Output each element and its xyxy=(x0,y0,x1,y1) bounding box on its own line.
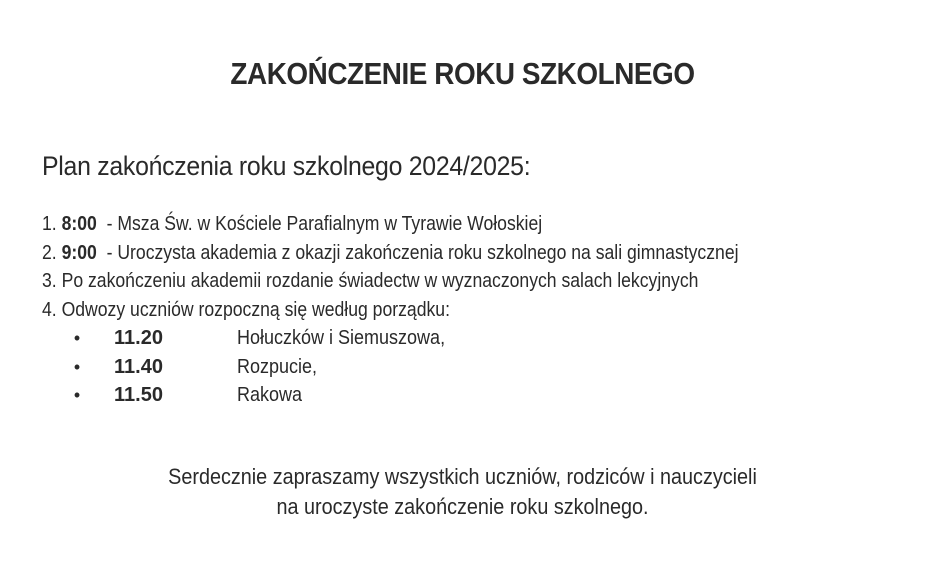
transport-time: 11.40 xyxy=(114,355,163,378)
item-text: Po zakończeniu akademii rozdanie świadectw w wyznaczonych salach lekcyjnych xyxy=(61,270,699,292)
item-text: Odwozy uczniów rozpoczną się według porządku: xyxy=(61,298,450,321)
transport-place: Hołuczków i Siemuszowa, xyxy=(237,327,446,349)
item-time: 9:00 xyxy=(61,241,97,264)
transport-time: 11.50 xyxy=(114,384,163,406)
item-number: 1. xyxy=(42,213,57,235)
item-text: - Msza Św. w Kościele Parafialnym w Tyrawie Wołoskiej xyxy=(96,213,543,235)
schedule-item xyxy=(42,239,808,268)
item-number: 3. xyxy=(42,270,57,292)
page-title: ZAKOŃCZENIE ROKU SZKOLNEGO xyxy=(230,56,695,91)
schedule-item xyxy=(42,210,808,239)
bullet-icon: • xyxy=(73,356,81,377)
item-time: 8:00 xyxy=(61,213,97,235)
transport-time: 11.20 xyxy=(114,327,163,349)
bullet-icon: • xyxy=(73,328,81,348)
transport-place: Rakowa xyxy=(237,384,303,406)
item-text: - Uroczysta akademia z okazji zakończenia roku szkolnego na sali gimnastycznej xyxy=(96,241,739,264)
closing-line-1: Serdecznie zapraszamy wszystkich uczniów, rodziców i nauczycieli xyxy=(168,464,757,489)
closing-invitation xyxy=(0,462,925,522)
schedule-list xyxy=(42,210,912,324)
closing-line-2: na uroczyste zakończenie roku szkolnego. xyxy=(276,494,649,519)
bullet-icon: • xyxy=(73,385,81,405)
schedule-item xyxy=(42,267,808,296)
item-number: 2. xyxy=(42,241,57,264)
plan-heading: Plan zakończenia roku szkolnego 2024/2025: xyxy=(42,151,531,181)
schedule-item xyxy=(42,296,808,325)
item-number: 4. xyxy=(42,298,57,321)
transport-place: Rozpucie, xyxy=(237,355,318,378)
